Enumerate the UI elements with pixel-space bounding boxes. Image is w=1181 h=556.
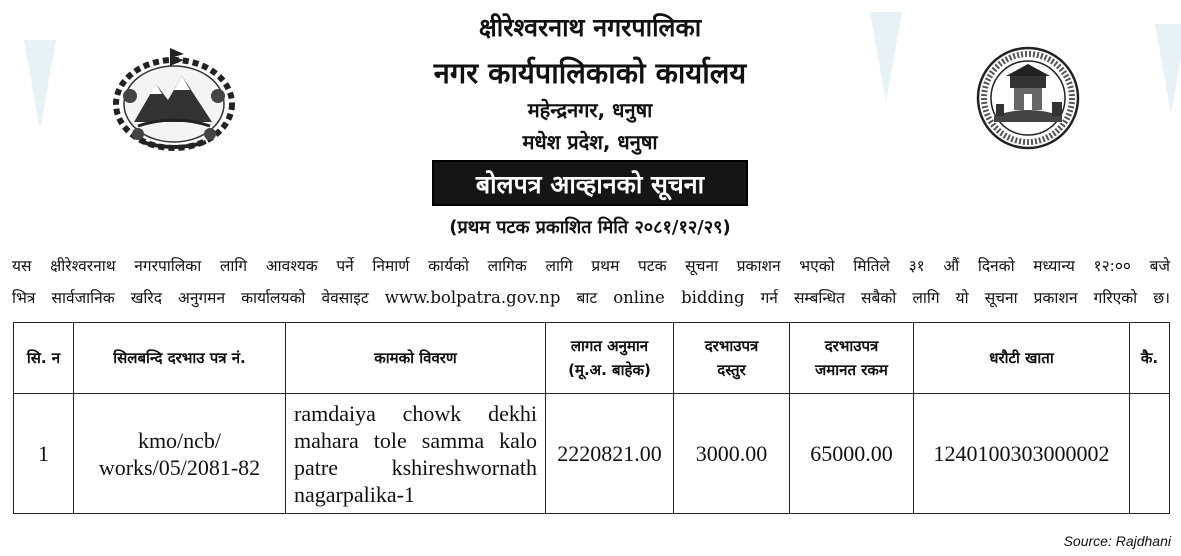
table-row — [14, 394, 1170, 514]
header-cost-line2: (मू.अ. बाहेक) — [568, 361, 651, 379]
header-cost-estimate — [546, 323, 674, 394]
province-name: मधेश प्रदेश, धनुषा — [522, 130, 658, 154]
notice-title: बोलपत्र आव्हानको सूचना — [432, 160, 748, 206]
municipality-name: क्षीरेश्वरनाथ नगरपालिका — [478, 13, 702, 42]
header-security-line2: जमानत रकम — [815, 361, 888, 379]
header-cost-line1: लागत अनुमान — [570, 337, 649, 355]
watermark-shape — [1155, 24, 1181, 114]
cell-deposit-account: 1240100303000002 — [914, 394, 1130, 514]
cell-description: ramdaiya chowk dekhi mahara tole samma kalo patre kshireshwornath nagarpalika-1 — [286, 394, 546, 514]
header-fee-line1: दरभाउपत्र — [704, 337, 759, 355]
header-description: कामको विवरण — [286, 323, 546, 394]
source-credit: Source: Rajdhani — [1063, 533, 1171, 549]
header-bid-number: सिलबन्दि दरभाउ पत्र नं. — [74, 323, 286, 394]
cell-remarks — [1130, 394, 1170, 514]
cell-cost-estimate: 2220821.00 — [546, 394, 674, 514]
header-bid-security — [790, 323, 914, 394]
intro-line-2 — [12, 282, 1170, 314]
intro-paragraph — [12, 250, 1170, 314]
publication-date: (प्रथम पटक प्रकाशित मिति २०८१/१२/२९) — [449, 217, 731, 238]
table-header-row — [14, 323, 1170, 394]
intro-text: भित्र सार्वजानिक खरिद अनुगमन कार्यालयको वेवसाइट — [12, 289, 369, 307]
intro-line-1: यस क्षीरेश्वरनाथ नगरपालिका लागि आवश्यक पर्ने निमार्ण कार्यको लागिक लागि प्रथम पटक सूचना प्रकाशन भएको मितिले ३१ औं दिनको मध्यान्य १२:०० बजे — [12, 257, 1170, 275]
cell-bid-fee: 3000.00 — [674, 394, 790, 514]
cell-sn: 1 — [14, 394, 74, 514]
nepal-government-emblem-icon — [108, 44, 240, 154]
intro-text: गर्न सम्बन्धित सबैको लागि यो सूचना प्रकाशन गरिएको छ। — [760, 289, 1170, 307]
header-deposit-account: धरौटी खाता — [914, 323, 1130, 394]
intro-text: बाट — [576, 289, 598, 307]
municipality-logo-icon — [974, 46, 1082, 150]
cell-bid-number: kmo/ncb/ works/05/2081-82 — [74, 394, 286, 514]
online-bidding-text: online bidding — [613, 288, 745, 307]
bolpatra-url-link[interactable]: www.bolpatra.gov.np — [384, 288, 561, 307]
watermark-shape — [24, 40, 56, 130]
header-fee-line2: दस्तुर — [717, 361, 746, 379]
header-remarks: कै. — [1130, 323, 1170, 394]
header-security-line1: दरभाउपत्र — [824, 337, 879, 355]
cell-bid-security: 65000.00 — [790, 394, 914, 514]
header-bid-fee — [674, 323, 790, 394]
office-location: महेन्द्रनगर, धनुषा — [527, 98, 653, 122]
bid-notice-table — [13, 322, 1170, 514]
header-sn: सि. न — [14, 323, 74, 394]
office-name: नगर कार्यपालिकाको कार्यालय — [433, 56, 747, 90]
